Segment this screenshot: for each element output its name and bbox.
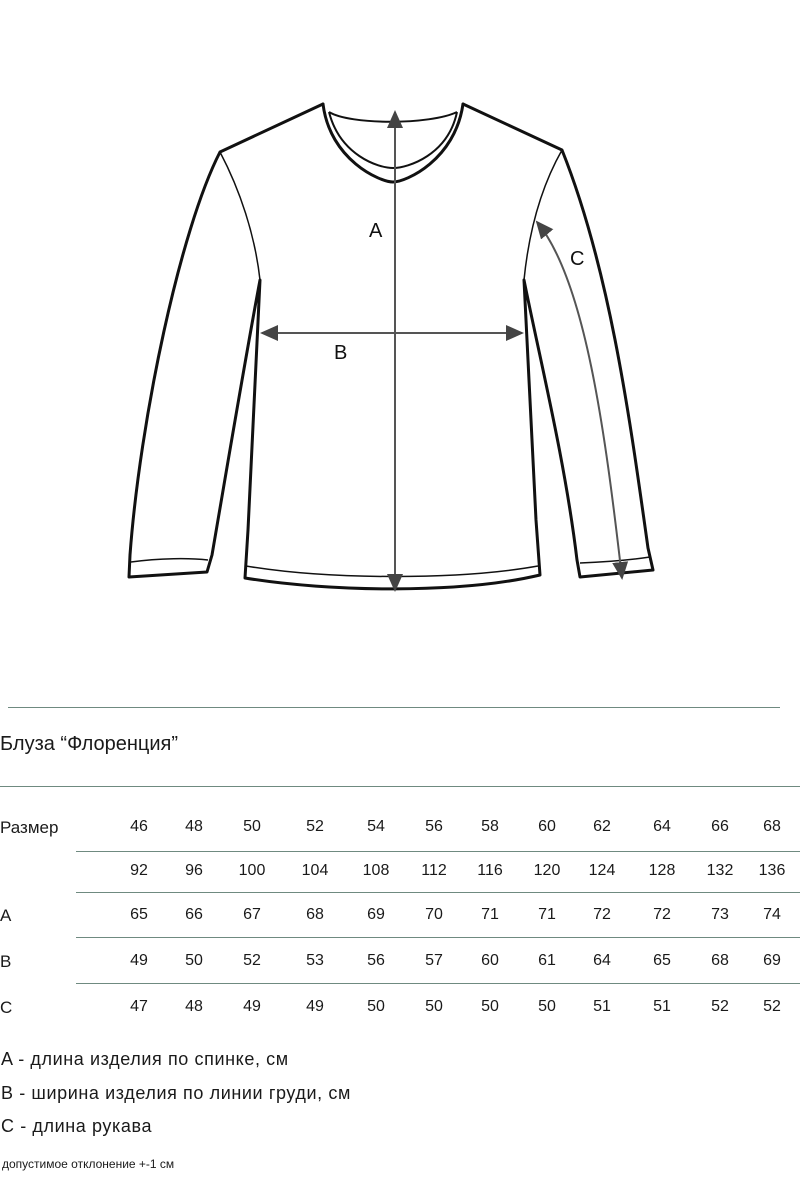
table-cell: 124 xyxy=(588,862,616,879)
table-cell: 71 xyxy=(481,906,499,923)
table-rule xyxy=(0,786,800,787)
neckline-band xyxy=(329,112,457,168)
table-cell: 73 xyxy=(711,906,729,923)
label-c: C xyxy=(570,248,585,270)
table-cell: 96 xyxy=(185,862,203,879)
table-cell: 52 xyxy=(306,818,324,835)
table-cell: 64 xyxy=(653,818,671,835)
table-cell: 66 xyxy=(711,818,729,835)
table-cell: 49 xyxy=(243,998,261,1015)
measure-arrows xyxy=(262,112,622,590)
table-cell: 51 xyxy=(593,998,611,1015)
table-cell: 61 xyxy=(538,952,556,969)
table-cell: 68 xyxy=(711,952,729,969)
blouse-outline xyxy=(129,104,653,589)
table-cell: 58 xyxy=(481,818,499,835)
table-cell: 116 xyxy=(477,862,503,879)
table-cell: 132 xyxy=(706,862,734,879)
table-cell: 64 xyxy=(593,952,611,969)
table-cell: 50 xyxy=(185,952,203,969)
table-cell: 72 xyxy=(593,906,611,923)
table-cell: 104 xyxy=(301,862,329,879)
table-cell: 52 xyxy=(243,952,261,969)
table-cell: 50 xyxy=(538,998,556,1015)
table-cell: 52 xyxy=(711,998,729,1015)
table-cell: 65 xyxy=(130,906,148,923)
table-cell: 69 xyxy=(367,906,385,923)
seam-lines xyxy=(131,150,650,577)
row-label: A xyxy=(0,906,12,925)
label-a: A xyxy=(369,220,383,242)
table-rule xyxy=(76,851,800,852)
table-cell: 54 xyxy=(367,818,385,835)
table-cell: 56 xyxy=(367,952,385,969)
table-cell: 66 xyxy=(185,906,203,923)
table-cell: 69 xyxy=(763,952,781,969)
table-cell: 52 xyxy=(763,998,781,1015)
table-rule xyxy=(76,892,800,893)
table-cell: 49 xyxy=(306,998,324,1015)
table-cell: 68 xyxy=(763,818,781,835)
table-cell: 60 xyxy=(481,952,499,969)
row-label: C xyxy=(0,998,13,1017)
table-cell: 53 xyxy=(306,952,324,969)
table-cell: 50 xyxy=(481,998,499,1015)
table-cell: 48 xyxy=(185,998,203,1015)
label-b: B xyxy=(334,342,348,364)
table-cell: 56 xyxy=(425,818,443,835)
table-cell: 51 xyxy=(653,998,671,1015)
table-cell: 65 xyxy=(653,952,671,969)
table-cell: 108 xyxy=(362,862,390,879)
table-cell: 112 xyxy=(421,862,447,879)
table-cell: 136 xyxy=(758,862,786,879)
table-cell: 120 xyxy=(533,862,561,879)
table-cell: 71 xyxy=(538,906,556,923)
legend-a: A - длина изделия по спинке, см xyxy=(1,1049,289,1069)
table-cell: 72 xyxy=(653,906,671,923)
table-rule xyxy=(76,937,800,938)
legend-c: C - длина рукава xyxy=(1,1116,153,1136)
table-cell: 50 xyxy=(367,998,385,1015)
table-cell: 74 xyxy=(763,906,781,923)
divider xyxy=(8,707,780,708)
table-cell: 50 xyxy=(243,818,261,835)
product-title: Блуза “Флоренция” xyxy=(0,733,179,755)
table-cell: 62 xyxy=(593,818,611,835)
row-label: B xyxy=(0,952,12,971)
table-cell: 67 xyxy=(243,906,261,923)
table-cell: 70 xyxy=(425,906,443,923)
table-cell: 92 xyxy=(130,862,148,879)
tolerance-note: допустимое отклонение +-1 см xyxy=(2,1157,175,1171)
row-label: Размер xyxy=(0,818,59,837)
table-cell: 100 xyxy=(238,862,266,879)
table-cell: 60 xyxy=(538,818,556,835)
table-cell: 128 xyxy=(648,862,676,879)
table-cell: 49 xyxy=(130,952,148,969)
table-rule xyxy=(76,983,800,984)
legend-b: B - ширина изделия по линии груди, см xyxy=(1,1083,351,1103)
table-cell: 57 xyxy=(425,952,443,969)
table-cell: 48 xyxy=(185,818,203,835)
table-cell: 50 xyxy=(425,998,443,1015)
table-cell: 47 xyxy=(130,998,148,1015)
table-cell: 46 xyxy=(130,818,148,835)
table-cell: 68 xyxy=(306,906,324,923)
